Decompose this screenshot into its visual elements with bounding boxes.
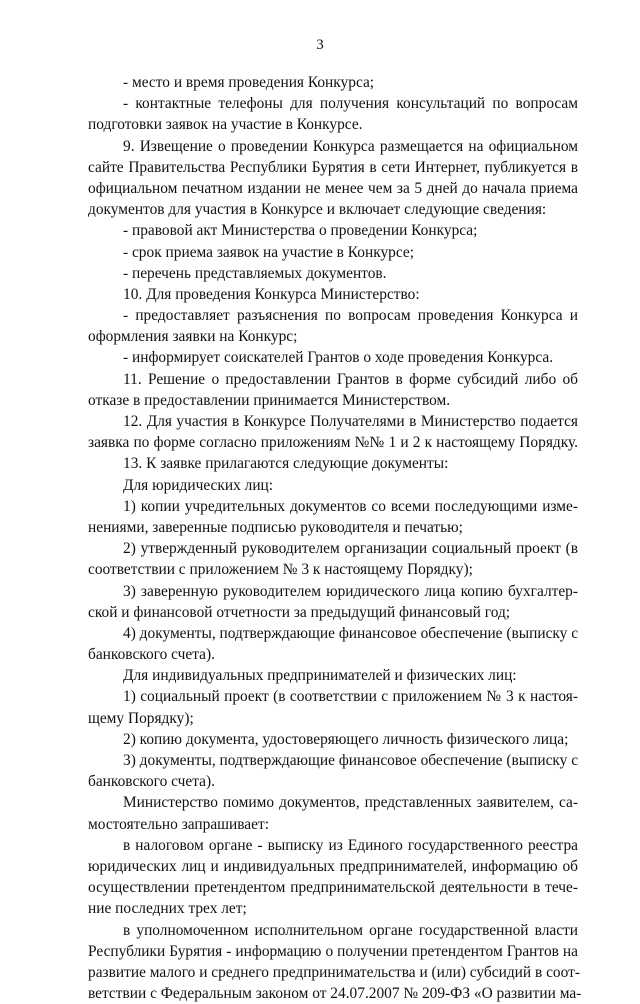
text-line: 9. Извещение о проведении Конкурса размещается на официальном xyxy=(123,137,578,155)
text-line: 4) документы, подтверждающие финансовое обеспечение (выписку с xyxy=(123,624,579,642)
text-line: 1) социальный проект (в соответствии с приложением № 3 к настоя- xyxy=(123,688,578,706)
text-line: официальном печатном издании не менее чем за 5 дней до начала приема xyxy=(88,179,578,197)
text-line: развитие малого и среднего предпринимательства и (или) субсидий в соот- xyxy=(88,963,580,981)
text-line: щему Порядку); xyxy=(88,709,194,727)
text-line: сайте Правительства Республики Бурятия в сети Интернет, публикуется в xyxy=(88,158,578,176)
text-line: Республики Бурятия - информацию о получении претендентом Грантов на xyxy=(88,942,578,960)
text-line: 3) документы, подтверждающие финансовое обеспечение (выписку с xyxy=(123,752,579,769)
text-line: в уполномоченном исполнительном органе государственной власти xyxy=(123,921,578,939)
text-line: Для индивидуальных предпринимателей и физических лиц: xyxy=(123,667,517,685)
text-line: банковского счета). xyxy=(88,773,215,791)
text-line: 3) заверенную руководителем юридического лица копию бухгалтер- xyxy=(123,582,578,600)
text-line: Министерство помимо документов, представленных заявителем, са- xyxy=(123,794,578,812)
text-line: ветствии с Федеральным законом от 24.07.2007 № 209-ФЗ «О развитии ма- xyxy=(88,985,582,1003)
text-line: - место и время проведения Конкурса; xyxy=(123,74,375,91)
text-line: мостоятельно запрашивает: xyxy=(88,815,269,833)
text-line: Для юридических лиц: xyxy=(123,476,274,494)
text-line: в налоговом органе - выписку из Единого государственного реестра xyxy=(123,836,578,854)
text-line: осуществлении претендентом предпринимательской деятельности в тече- xyxy=(88,879,578,897)
text-line: отказе в предоставлении принимается Министерством. xyxy=(88,391,451,409)
text-line: - предоставляет разъяснения по вопросам проведения Конкурса и xyxy=(123,307,578,325)
text-line: 2) копию документа, удостоверяющего личность физического лица; xyxy=(123,730,569,748)
text-line: нениями, заверенные подписью руководителя и печатью; xyxy=(88,518,463,536)
page-number: 3 xyxy=(316,37,324,53)
text-line: ской и финансовой отчетности за предыдущий финансовый год; xyxy=(88,603,511,621)
text-line: - срок приема заявок на участие в Конкурсе; xyxy=(123,243,414,261)
text-line: ние последних трех лет; xyxy=(88,900,247,918)
text-line: - перечень представляемых документов. xyxy=(123,264,387,282)
text-line: 1) копии учредительных документов со всеми последующими изме- xyxy=(123,497,578,515)
text-line: оформления заявки на Конкурс; xyxy=(88,328,298,346)
text-line: заявка по форме согласно приложениям №№ 1 и 2 к настоящему Порядку. xyxy=(88,434,578,452)
document-body xyxy=(88,72,582,1004)
text-line: 12. Для участия в Конкурсе Получателями в Министерство подается xyxy=(123,413,578,430)
text-line: - правовой акт Министерства о проведении Конкурса; xyxy=(123,222,478,240)
text-line: соответствии с приложением № 3 к настоящему Порядку); xyxy=(88,561,473,579)
text-line: 13. К заявке прилагаются следующие документы: xyxy=(123,455,449,473)
text-line: документов для участия в Конкурсе и включает следующие сведения: xyxy=(88,201,547,219)
text-line: юридических лиц и индивидуальных предпринимателей, информацию об xyxy=(88,857,578,875)
text-line: подготовки заявок на участие в Конкурсе. xyxy=(88,116,363,134)
text-line: банковского счета). xyxy=(88,646,215,664)
text-line: 2) утвержденный руководителем организации социальный проект (в xyxy=(123,540,578,558)
text-line: 11. Решение о предоставлении Грантов в форме субсидий либо об xyxy=(123,370,578,388)
text-line: 10. Для проведения Конкурса Министерство: xyxy=(123,285,420,303)
text-line: - контактные телефоны для получения консультаций по вопросам xyxy=(123,95,578,113)
text-line: - информирует соискателей Грантов о ходе проведения Конкурса. xyxy=(123,349,554,367)
